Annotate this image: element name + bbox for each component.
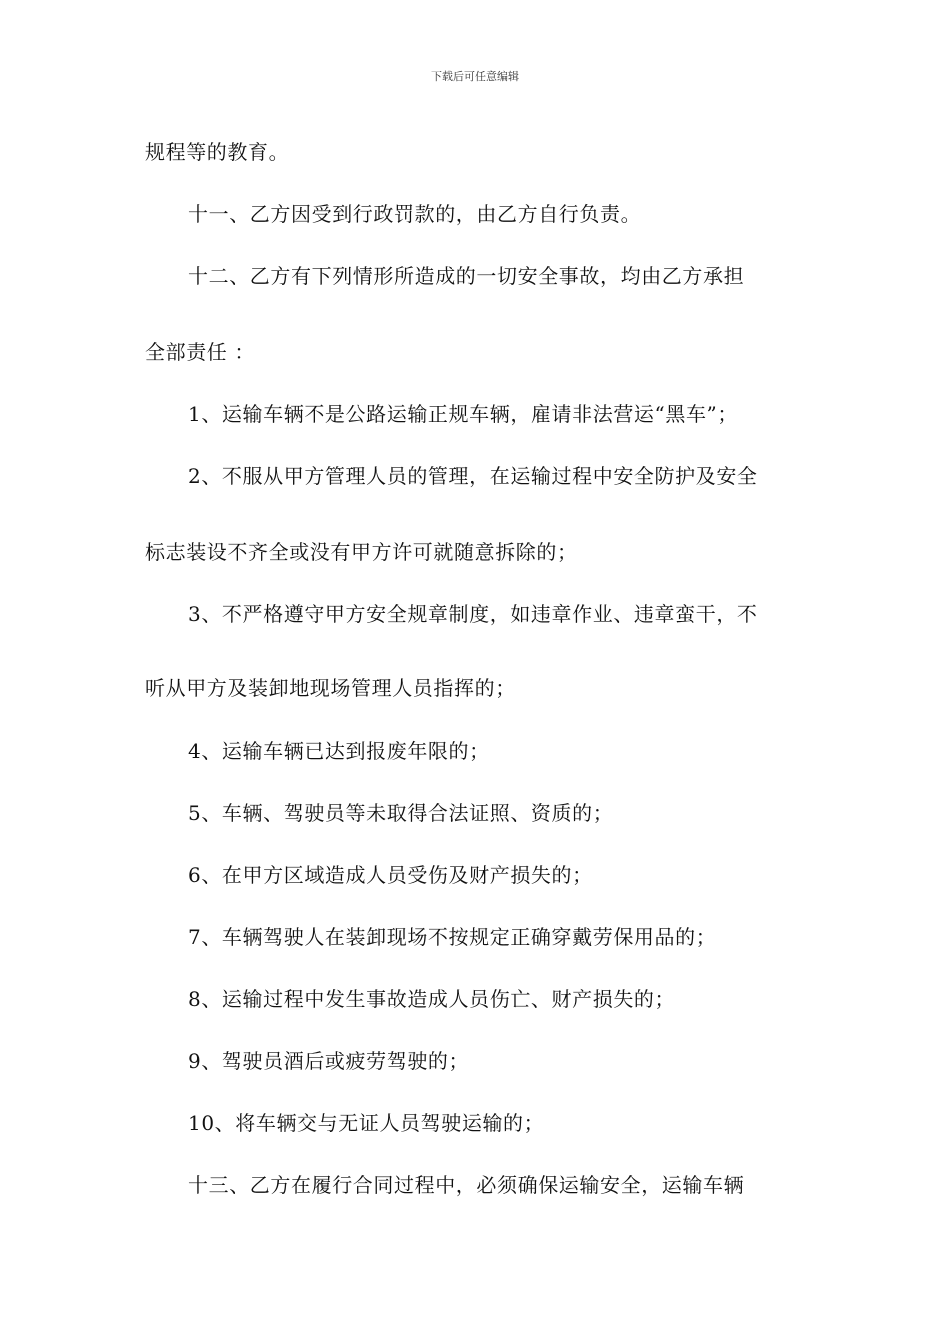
list-item: 6、在甲方区域造成人员受伤及财产损失的； [188, 863, 593, 887]
paragraph-line: 规程等的教育。 [145, 140, 290, 164]
list-item: 3、不严格遵守甲方安全规章制度，如违章作业、违章蛮干，不 [188, 602, 758, 626]
list-item: 7、车辆驾驶人在装卸现场不按规定正确穿戴劳保用品的； [188, 925, 717, 949]
list-item: 8、运输过程中发生事故造成人员伤亡、财产损失的； [188, 987, 676, 1011]
page-header: 下载后可任意编辑 [431, 70, 519, 83]
list-item: 2、不服从甲方管理人员的管理，在运输过程中安全防护及安全 [188, 464, 758, 488]
list-item: 1、运输车辆不是公路运输正规车辆，雇请非法营运“黑车”； [188, 402, 738, 426]
list-item: 4、运输车辆已达到报废年限的； [188, 739, 490, 763]
list-item: 9、驾驶员酒后或疲劳驾驶的； [188, 1049, 470, 1073]
paragraph-line: 十二、乙方有下列情形所造成的一切安全事故，均由乙方承担 [188, 264, 745, 288]
paragraph-line: 十一、乙方因受到行政罚款的，由乙方自行负责。 [188, 202, 642, 226]
list-item: 5、车辆、驾驶员等未取得合法证照、资质的； [188, 801, 614, 825]
paragraph-line: 听从甲方及装卸地现场管理人员指挥的； [145, 676, 516, 700]
paragraph-line: 全部责任 ： [145, 340, 255, 364]
paragraph-line: 十三、乙方在履行合同过程中，必须确保运输安全，运输车辆 [188, 1173, 745, 1197]
list-item: 10、将车辆交与无证人员驾驶运输的； [188, 1111, 545, 1135]
paragraph-line: 标志装设不齐全或没有甲方许可就随意拆除的； [145, 540, 578, 564]
